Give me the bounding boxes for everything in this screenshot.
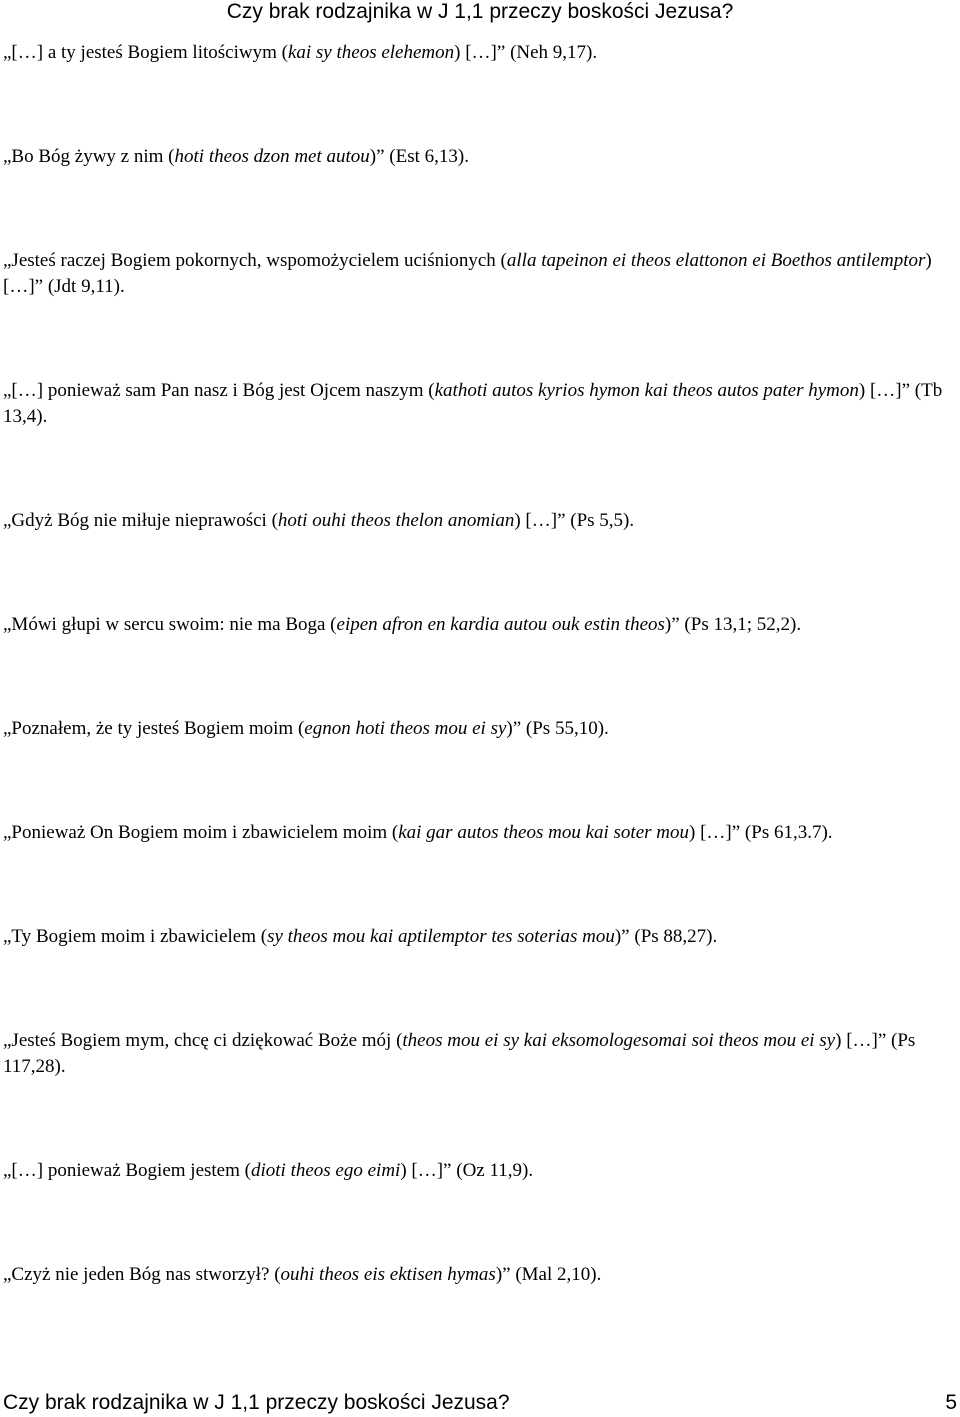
quote-paragraph	[3, 1158, 958, 1184]
greek-transliteration: kai gar autos theos mou kai soter mou	[398, 822, 690, 843]
quote-text: „Jesteś Bogiem mym, chcę ci dziękować Boże mój (	[3, 1030, 403, 1051]
quote-paragraph	[3, 820, 958, 846]
greek-transliteration: dioti theos ego eimi	[250, 1160, 401, 1181]
quote-text: „Bo Bóg żywy z nim (	[3, 146, 175, 167]
quote-reference: )” (Ps 55,10).	[506, 718, 609, 739]
quote-text: „[…] ponieważ Bogiem jestem (	[3, 1160, 251, 1181]
quote-text: „[…] ponieważ sam Pan nasz i Bóg jest Ojcem naszym (	[3, 380, 435, 401]
greek-transliteration: theos mou ei sy kai eksomologesomai soi theos mou ei sy	[402, 1030, 836, 1051]
quote-text: „Jesteś raczej Bogiem pokornych, wspomożycielem uciśnionych (	[3, 250, 507, 271]
greek-transliteration: sy theos mou kai aptilemptor tes soterias mou	[267, 926, 615, 947]
quote-reference: ) […]” (Ps 117,28).	[3, 1030, 916, 1077]
quote-reference: )” (Mal 2,10).	[495, 1264, 602, 1285]
quote-reference: ) […]” (Ps 61,3.7).	[689, 822, 833, 843]
greek-transliteration: egnon hoti theos mou ei sy	[304, 718, 507, 739]
quote-paragraph	[3, 924, 958, 950]
greek-transliteration: kathoti autos kyrios hymon kai theos autos pater hymon	[434, 380, 859, 401]
greek-transliteration: ouhi theos eis ektisen hymas	[280, 1264, 496, 1285]
quote-paragraph	[3, 508, 958, 534]
quote-paragraph	[3, 716, 958, 742]
quote-text: „[…] a ty jesteś Bogiem litościwym (	[3, 42, 288, 63]
running-header: Czy brak rodzajnika w J 1,1 przeczy boskości Jezusa?	[226, 0, 734, 23]
greek-transliteration: alla tapeinon ei theos elattonon ei Boethos antilemptor	[506, 250, 926, 271]
quote-text: „Czyż nie jeden Bóg nas stworzył? (	[3, 1264, 281, 1285]
quote-paragraph	[3, 144, 958, 170]
quote-text: „Mówi głupi w sercu swoim: nie ma Boga (	[3, 614, 337, 635]
quote-paragraph	[3, 248, 958, 300]
quote-paragraph	[3, 612, 958, 638]
quote-paragraph	[3, 1028, 958, 1080]
quote-text: „Gdyż Bóg nie miłuje nieprawości (	[3, 510, 278, 531]
quote-reference: )” (Est 6,13).	[369, 146, 469, 167]
page-number: 5	[945, 1391, 957, 1414]
quote-reference: ) […]” (Neh 9,17).	[454, 42, 598, 63]
quote-reference: )” (Ps 13,1; 52,2).	[664, 614, 802, 635]
quote-paragraph	[3, 40, 958, 66]
footer-title: Czy brak rodzajnika w J 1,1 przeczy boskości Jezusa?	[3, 1391, 510, 1414]
quote-text: „Ponieważ On Bogiem moim i zbawicielem moim (	[3, 822, 399, 843]
quote-reference: )” (Ps 88,27).	[614, 926, 718, 947]
quote-paragraph	[3, 378, 958, 430]
quote-reference: ) […]” (Tb 13,4).	[3, 380, 943, 427]
greek-transliteration: hoti ouhi theos thelon anomian	[277, 510, 515, 531]
quote-reference: ) […]” (Ps 5,5).	[514, 510, 635, 531]
greek-transliteration: hoti theos dzon met autou	[174, 146, 370, 167]
greek-transliteration: kai sy theos elehemon	[287, 42, 455, 63]
quote-text: „Poznałem, że ty jesteś Bogiem moim (	[3, 718, 305, 739]
greek-transliteration: eipen afron en kardia autou ouk estin theos	[336, 614, 665, 635]
quote-paragraph	[3, 1262, 958, 1288]
quote-reference: ) […]” (Oz 11,9).	[400, 1160, 534, 1181]
quote-reference: ) […]” (Jdt 9,11).	[3, 250, 932, 297]
quote-text: „Ty Bogiem moim i zbawicielem (	[3, 926, 268, 947]
